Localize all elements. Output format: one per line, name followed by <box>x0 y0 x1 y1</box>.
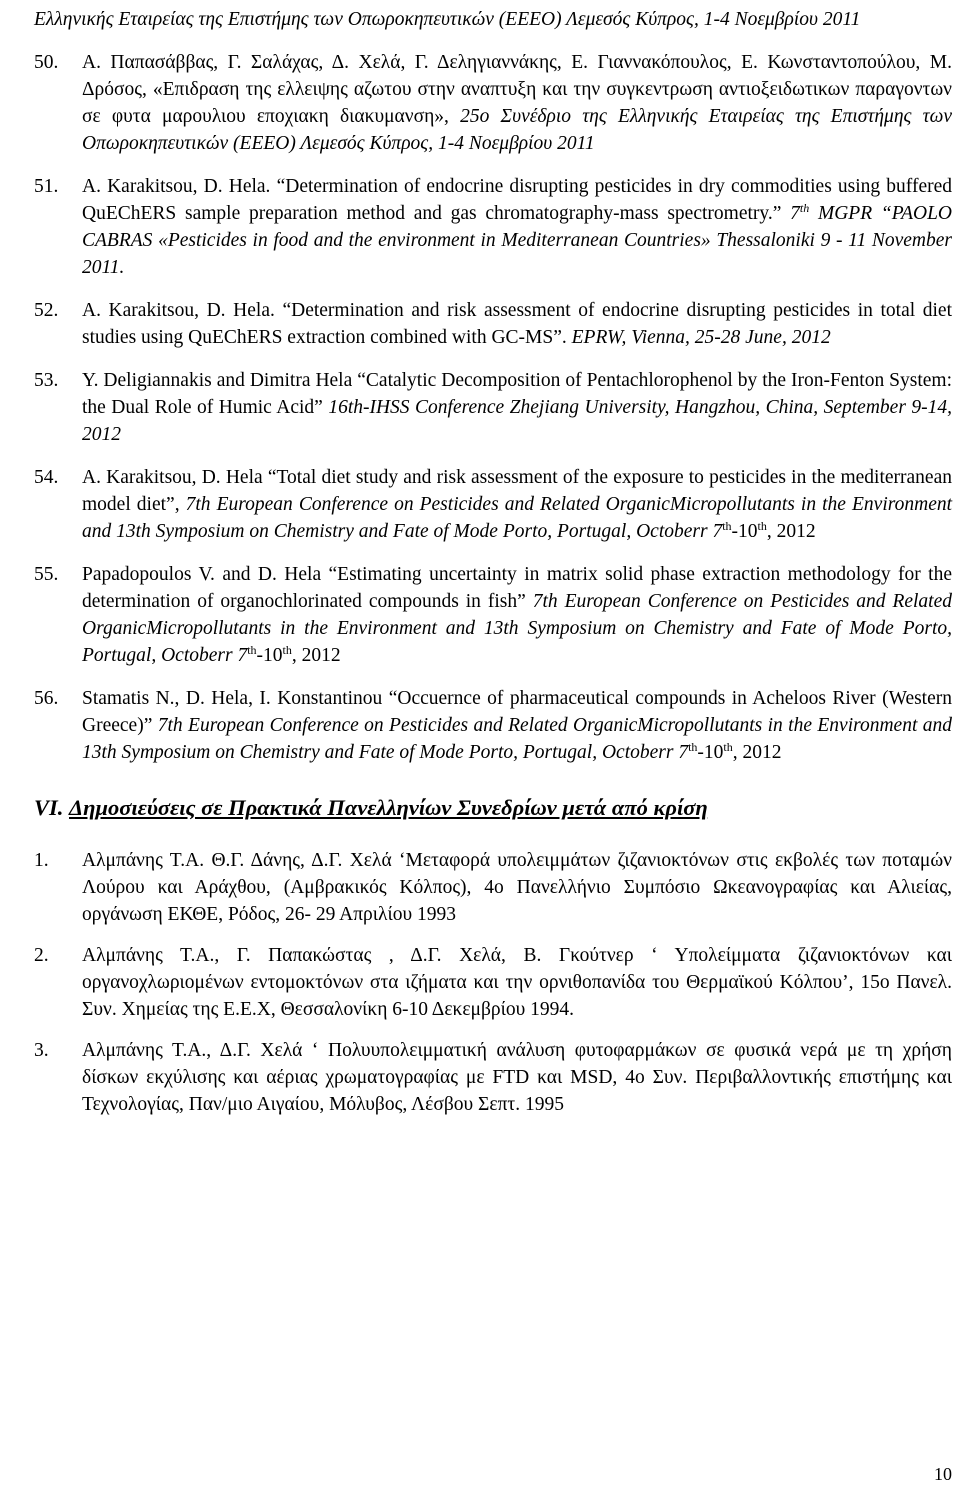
reference-number: 55. <box>34 564 59 585</box>
reference-venue: 7th European Conference on Pesticides and Related OrganicMicropollutants in the Environment and 13th Symposium on Chemistry and Fate of Mode Porto, Portugal, Octoberr 7 <box>82 715 953 763</box>
reference-venue: 7th MGPR “PAOLO CABRAS «Pesticides in food and the environment in Mediterranean Countries» Thessaloniki 9 - 11 November 2011. <box>82 201 953 278</box>
reference-number: 53. <box>34 370 59 391</box>
conference-reference-3 <box>34 1037 952 1118</box>
reference-number: 2. <box>34 945 49 966</box>
reference-authors: Y. Deligiannakis and Dimitra Hela <box>82 370 353 391</box>
reference-53 <box>34 367 952 448</box>
reference-title: “Catalytic Decomposition of Pentachlorophenol by the Iron-Fenton System: the Dual Role of Humic Acid” <box>82 370 953 418</box>
section-roman-numeral: VI. <box>34 795 64 820</box>
reference-venue: 7th European Conference on Pesticides and Related OrganicMicropollutants in the Environment and 13th Symposium on Chemistry and Fate of Mode Porto, Portugal, Octoberr 7 <box>82 494 953 542</box>
reference-title: “Determination and risk assessment of endocrine disrupting pesticides in total diet studies using QuEChERS extraction combined with GC-MS”. <box>82 300 952 348</box>
reference-venue: 16th-IHSS Conference Zhejiang University, Hangzhou, China, September 9-14, 2012 <box>82 397 953 445</box>
reference-title: “Determination of endocrine disrupting pesticides in dry commodities using buffered QuEChERS sample preparation method and gas chromatography-mass spectrometry.” <box>82 176 952 224</box>
reference-number: 54. <box>34 467 59 488</box>
reference-authors: A. Karakitsou, D. Hela. <box>82 300 275 321</box>
reference-title: “Estimating uncertainty in matrix solid phase extraction methodology for the determination of organochlorinated compounds in fish” <box>82 564 952 612</box>
reference-title: “Occuernce of pharmaceutical compounds in Acheloos River (Western Greece)” <box>82 688 952 736</box>
reference-number: 50. <box>34 52 59 73</box>
reference-number: 3. <box>34 1040 49 1061</box>
reference-55: 55. Papadopoulos V. and D. Hela “Estimating uncertainty in matrix solid phase extraction methodology for the determination of organochlorinated compounds in fish” 7th European Conference on Pesticides and Related OrganicMicropollutants in the Environment and 13th Symposium on Chemistry and Fate of Mode Porto, Portugal, Octoberr 7th-10th, 2012 <box>34 561 952 669</box>
reference-authors: Α. Παπασάββας, Γ. Σαλάχας, Δ. Χελά, Γ. Δεληγιαννάκης, Ε. Γιαννακόπουλος, Ε. Κωνσταντοπούλου, Μ. Δρόσος, <box>82 52 952 100</box>
reference-text: Αλμπάνης Τ.Α. Θ.Γ. Δάνης, Δ.Γ. Χελά ‘Μεταφορά υπολειμμάτων ζιζανιοκτόνων στις εκβολές των ποταμών Λούρου και Αράχθου, (Αμβρακικός Κόλπος), 4ο Πανελλήνιο Συμπόσιο Ωκεανογραφίας και Αλιείας, οργάνωση ΕΚΘΕ, Ρόδος, 26- 29 Απριλίου 1993 <box>82 850 952 925</box>
conference-reference-2 <box>34 942 952 1023</box>
reference-51 <box>34 173 952 281</box>
reference-number: 52. <box>34 300 59 321</box>
reference-title: “Total diet study and risk assessment of the exposure to pesticides in the mediterranean model diet”, <box>82 467 952 515</box>
reference-number: 51. <box>34 176 59 197</box>
section-title: Δημοσιεύσεις σε Πρακτικά Πανελληνίων Συνεδρίων μετά από κρίση <box>69 795 708 820</box>
reference-56: 56. Stamatis N., D. Hela, I. Konstantinou “Occuernce of pharmaceutical compounds in Acheloos River (Western Greece)” 7th European Conference on Pesticides and Related OrganicMicropollutants in the Environment and 13th Symposium on Chemistry and Fate of Mode Porto, Portugal, Octoberr 7th-10th, 2012 <box>34 685 952 766</box>
reference-authors: A. Karakitsou, D. Hela. <box>82 176 271 197</box>
reference-text: Αλμπάνης Τ.Α., Γ. Παπακώστας , Δ.Γ. Χελά, Β. Γκούτνερ ‘ Υπολείμματα ζιζανιοκτόνων και οργανοχλωριομένων εντομοκτόνων στα ιζήματα και την ορνιθοπανίδα του Θερμαϊκού Κόλπου’, 15ο Πανελ. Συν. Χημείας της Ε.Ε.Χ, Θεσσαλονίκη 6-10 Δεκεμβρίου 1994. <box>82 945 952 1020</box>
document-page <box>34 6 952 1132</box>
continuation-text: Ελληνικής Εταιρείας της Επιστήμης των Οπωροκηπευτικών (ΕΕΕΟ) Λεμεσός Κύπρος, 1-4 Νοεμβρίου 2011 <box>34 9 861 30</box>
reference-title: «Επιδραση της ελλειψης αζωτου στην αναπτυξη και την συγκεντρωση αντιοξειδωτικων παραγοντων σε φυτα μαρουλιου εποχιακη διακυμανση», <box>82 79 953 127</box>
reference-venue: EPRW, Vienna, 25-28 June, 2012 <box>571 327 831 348</box>
section-heading <box>34 794 952 821</box>
reference-54: 54. A. Karakitsou, D. Hela “Total diet study and risk assessment of the exposure to pesticides in the mediterranean model diet”, 7th European Conference on Pesticides and Related OrganicMicropollutants in the Environment and 13th Symposium on Chemistry and Fate of Mode Porto, Portugal, Octoberr 7th-10th, 2012 <box>34 464 952 545</box>
reference-venue: 25ο Συνέδριο της Ελληνικής Εταιρείας της Επιστήμης των Οπωροκηπευτικών (ΕΕΕΟ) Λεμεσός Κύπρος, 1-4 Νοεμβρίου 2011 <box>82 106 953 154</box>
reference-number: 1. <box>34 850 49 871</box>
reference-authors: Papadopoulos V. and D. Hela <box>82 564 322 585</box>
reference-authors: Stamatis N., D. Hela, I. Konstantinou <box>82 688 383 709</box>
reference-text: Αλμπάνης Τ.Α., Δ.Γ. Χελά ‘ Πολυυπολειμματική ανάλυση φυτοφαρμάκων σε φυσικά νερά με τη χρήση δίσκων εκχύλισης και αέριας χρωματογραφίας με FTD και MSD, 4ο Συν. Περιβαλλοντικής επιστήμης και Τεχνολογίας, Παν/μιο Αιγαίου, Μόλυβος, Λέσβου Σεπτ. 1995 <box>82 1040 952 1115</box>
reference-authors: A. Karakitsou, D. Hela <box>82 467 263 488</box>
conference-reference-1 <box>34 847 952 928</box>
reference-52 <box>34 297 952 351</box>
reference-number: 56. <box>34 688 59 709</box>
page-number: 10 <box>934 1464 952 1484</box>
reference-50 <box>34 49 952 157</box>
reference-venue: 7th European Conference on Pesticides and Related OrganicMicropollutants in the Environment and 13th Symposium on Chemistry and Fate of Mode Porto, Portugal, Octoberr 7 <box>82 591 953 666</box>
